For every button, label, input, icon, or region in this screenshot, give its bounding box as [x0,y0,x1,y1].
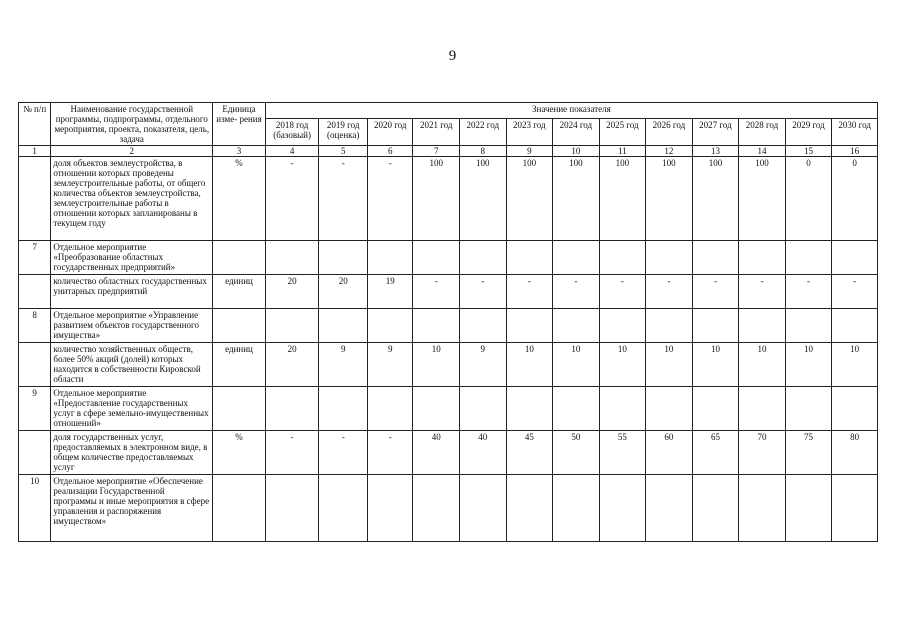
column-number: 7 [413,146,460,157]
row-value: - [265,431,319,475]
row-value: - [506,275,553,309]
row-value: 60 [646,431,693,475]
row-value: 20 [265,343,319,387]
row-value: 0 [832,157,878,241]
column-number: 2 [51,146,213,157]
column-number: 11 [599,146,646,157]
header-year: 2020 год [367,118,413,145]
header-unit: Единица изме- рения [213,103,266,146]
row-value: 40 [413,431,460,475]
row-value: 75 [785,431,832,475]
row-num [19,157,51,241]
row-value: - [413,275,460,309]
row-value [553,387,600,431]
row-value [832,387,878,431]
row-value: - [319,157,368,241]
table-row [19,241,878,275]
header-year: 2026 год [646,118,693,145]
row-value [506,241,553,275]
header-year: 2025 год [599,118,646,145]
row-name: Отдельное мероприятие «Предоставление государственных услуг в сфере земельно-имущественных отношений» [51,387,213,431]
table-row [19,275,878,309]
row-value [506,309,553,343]
table-row [19,343,878,387]
column-number: 5 [319,146,368,157]
row-value: 70 [739,431,786,475]
row-value: 9 [319,343,368,387]
row-unit: % [213,157,266,241]
row-value [785,475,832,542]
row-num [19,275,51,309]
row-value [832,241,878,275]
row-value [599,309,646,343]
row-value: 20 [265,275,319,309]
header-year: 2027 год [692,118,739,145]
row-value [646,241,693,275]
row-value: 100 [506,157,553,241]
row-value: - [692,275,739,309]
row-value: - [553,275,600,309]
row-value: 100 [413,157,460,241]
row-value: 10 [506,343,553,387]
row-value: - [367,157,413,241]
row-value: 100 [553,157,600,241]
row-num [19,431,51,475]
row-value [646,387,693,431]
row-value: 10 [553,343,600,387]
row-value [413,475,460,542]
row-value [785,387,832,431]
row-value: 100 [739,157,786,241]
row-value [739,309,786,343]
column-number-row [19,146,878,157]
row-num: 10 [19,475,51,542]
row-value [599,387,646,431]
row-value [367,475,413,542]
row-value: 10 [692,343,739,387]
header-year: 2028 год [739,118,786,145]
row-value: 0 [785,157,832,241]
row-name: Отдельное мероприятие «Обеспечение реализации Государственной программы и иные мероприятия в сфере управления и распоряжения имуществом» [51,475,213,542]
table-row [19,387,878,431]
row-num: 7 [19,241,51,275]
column-number: 15 [785,146,832,157]
row-unit [213,387,266,431]
row-value [460,387,507,431]
row-unit: единиц [213,275,266,309]
row-unit: единиц [213,343,266,387]
row-value [319,387,368,431]
header-name: Наименование государственной программы, подпрограммы, отдельного мероприятия, проекта, показателя, цель, задача [51,103,213,146]
header-value-group: Значение показателя [265,103,877,119]
row-value: 40 [460,431,507,475]
row-value [785,241,832,275]
row-unit [213,309,266,343]
row-value [319,309,368,343]
row-value: 45 [506,431,553,475]
row-value [413,309,460,343]
row-value: - [739,275,786,309]
indicators-table [18,102,878,542]
row-value: 9 [367,343,413,387]
row-unit [213,475,266,542]
row-value [265,309,319,343]
row-value [413,387,460,431]
column-number: 4 [265,146,319,157]
row-value [460,241,507,275]
column-number: 16 [832,146,878,157]
row-value [646,475,693,542]
column-number: 13 [692,146,739,157]
column-number: 3 [213,146,266,157]
row-value [739,241,786,275]
row-value [265,241,319,275]
row-value [319,241,368,275]
row-value: - [599,275,646,309]
row-value: 100 [460,157,507,241]
row-value [506,387,553,431]
row-name: доля объектов землеустройства, в отношении которых проведены землеустроительные работы, от общего количества объектов землеустройства, землеустроительные работы в отношении которых запланированы в текущем году [51,157,213,241]
row-value [692,475,739,542]
page-number: 9 [448,48,457,64]
row-value: 10 [785,343,832,387]
row-name: Отдельное мероприятие «Преобразование областных государственных предприятий» [51,241,213,275]
column-number: 9 [506,146,553,157]
row-value: 50 [553,431,600,475]
row-value [692,387,739,431]
row-value [832,309,878,343]
row-value: 10 [739,343,786,387]
row-value [460,309,507,343]
row-value: - [367,431,413,475]
row-value: 100 [599,157,646,241]
row-value: 10 [832,343,878,387]
row-value [413,241,460,275]
table-row [19,475,878,542]
row-value: 100 [646,157,693,241]
row-value [553,475,600,542]
header-num: № п/п [19,103,51,146]
row-value [692,241,739,275]
row-value: - [646,275,693,309]
column-number: 1 [19,146,51,157]
row-value [265,387,319,431]
row-value [319,475,368,542]
row-value [367,387,413,431]
row-unit: % [213,431,266,475]
row-value [832,475,878,542]
row-value [265,475,319,542]
header-year: 2024 год [553,118,600,145]
header-year: 2019 год (оценка) [319,118,368,145]
column-number: 12 [646,146,693,157]
column-number: 10 [553,146,600,157]
row-value [692,309,739,343]
row-value: - [319,431,368,475]
header-row-1 [19,103,878,119]
row-unit [213,241,266,275]
row-value [785,309,832,343]
row-value [553,241,600,275]
column-number: 6 [367,146,413,157]
row-value: - [265,157,319,241]
header-year: 2023 год [506,118,553,145]
row-name: доля государственных услуг, предоставляемых в электронном виде, в общем количестве предоставляемых услуг [51,431,213,475]
row-num: 9 [19,387,51,431]
row-value: 10 [646,343,693,387]
row-num [19,343,51,387]
row-name: количество хозяйственных обществ, более 50% акций (долей) которых находится в собственности Кировской области [51,343,213,387]
row-value: 80 [832,431,878,475]
row-value: 9 [460,343,507,387]
row-value: 55 [599,431,646,475]
row-value: - [832,275,878,309]
table-row [19,309,878,343]
row-value: 65 [692,431,739,475]
table-row [19,431,878,475]
row-value: - [785,275,832,309]
row-value [739,475,786,542]
row-value: 20 [319,275,368,309]
row-value: 10 [599,343,646,387]
row-name: количество областных государственных унитарных предприятий [51,275,213,309]
row-name: Отдельное мероприятие «Управление развитием объектов государственного имущества» [51,309,213,343]
row-value [553,309,600,343]
row-value: - [460,275,507,309]
header-year: 2029 год [785,118,832,145]
row-value [739,387,786,431]
row-value: 100 [692,157,739,241]
row-num: 8 [19,309,51,343]
table-row [19,157,878,241]
row-value [599,241,646,275]
header-year: 2030 год [832,118,878,145]
header-year: 2021 год [413,118,460,145]
row-value: 19 [367,275,413,309]
row-value: 10 [413,343,460,387]
row-value [367,309,413,343]
row-value [367,241,413,275]
column-number: 14 [739,146,786,157]
header-year: 2018 год (базовый) [265,118,319,145]
row-value [599,475,646,542]
row-value [506,475,553,542]
column-number: 8 [460,146,507,157]
header-year: 2022 год [460,118,507,145]
row-value [460,475,507,542]
row-value [646,309,693,343]
